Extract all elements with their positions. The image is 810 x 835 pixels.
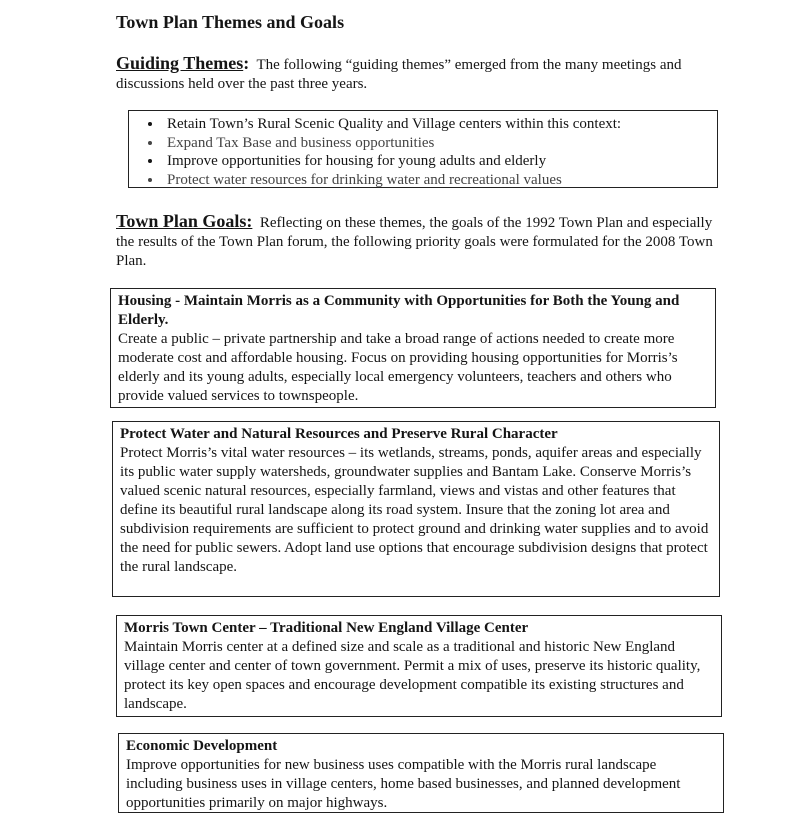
guiding-themes-paragraph: Guiding Themes: The following “guiding themes” emerged from the many meetings and discussions held over the past three years. — [116, 53, 682, 92]
goals-intro-paragraph — [116, 212, 716, 271]
goal-box-water-resources — [112, 421, 720, 597]
goal-heading: Protect Water and Natural Resources and Preserve Rural Character — [120, 426, 558, 442]
theme-item: • Expand Tax Base and business opportunities — [163, 134, 717, 153]
theme-item: • Retain Town’s Rural Scenic Quality and Village centers within this context: — [163, 115, 717, 134]
themes-list — [129, 115, 717, 189]
goal-heading: Morris Town Center – Traditional New England Village Center — [124, 620, 529, 636]
theme-item: • Improve opportunities for housing for young adults and elderly — [163, 152, 717, 171]
goal-box-town-center — [116, 615, 722, 717]
goal-body: Improve opportunities for new business uses compatible with the Morris rural landscape including business uses in village centers, home based businesses, and planned development opportunities primarily on major highways. — [126, 757, 681, 811]
goal-body: Maintain Morris center at a defined size and scale as a traditional and historic New England village center and center of town government. Permit a mix of uses, preserve its historic quality, protect its key open spaces and encourage development compatible its existing structures and landscape. — [124, 639, 701, 712]
goals-intro-heading: Town Plan Goals: — [116, 211, 253, 231]
goal-body: Create a public – private partnership and take a broad range of actions needed to create more moderate cost and affordable housing. Focus on providing housing opportunities for Morris’s elderly and its young adults, especially local emergency volunteers, teachers and others who provide valued services to townspeople. — [118, 331, 678, 404]
goals-intro-text: Reflecting on these themes, the goals of the 1992 Town Plan and especially the results of the Town Plan forum, the following priority goals were formulated for the 2008 Town Plan. — [116, 215, 713, 269]
guiding-themes-text: The following “guiding themes” emerged from the many meetings and discussions held over the past three years. — [116, 57, 682, 92]
guiding-themes-heading: Guiding Themes — [116, 53, 244, 73]
goal-box-housing — [110, 288, 716, 408]
theme-item: • Protect water resources for drinking water and recreational values — [163, 171, 717, 190]
themes-box — [128, 110, 718, 188]
goal-box-economic-development — [118, 733, 724, 813]
goal-heading: Housing - Maintain Morris as a Community with Opportunities for Both the Young and Elderly. — [118, 293, 680, 328]
goal-heading: Economic Development — [126, 738, 278, 754]
goal-body: Protect Morris’s vital water resources – its wetlands, streams, ponds, aquifer areas and especially its public water supply watersheds, groundwater supplies and Bantam Lake. Conserve Morris’s valued scenic natural resources, especially farmland, views and vistas and other features that define its beautiful rural landscape along its road system. Insure that the zoning lot area and subdivision requirements are sufficient to protect ground and drinking water supplies and to avoid the need for public sewers. Adopt land use options that encourage subdivision designs that protect the rural landscape. — [120, 445, 709, 575]
page-title: Town Plan Themes and Goals — [116, 12, 345, 32]
